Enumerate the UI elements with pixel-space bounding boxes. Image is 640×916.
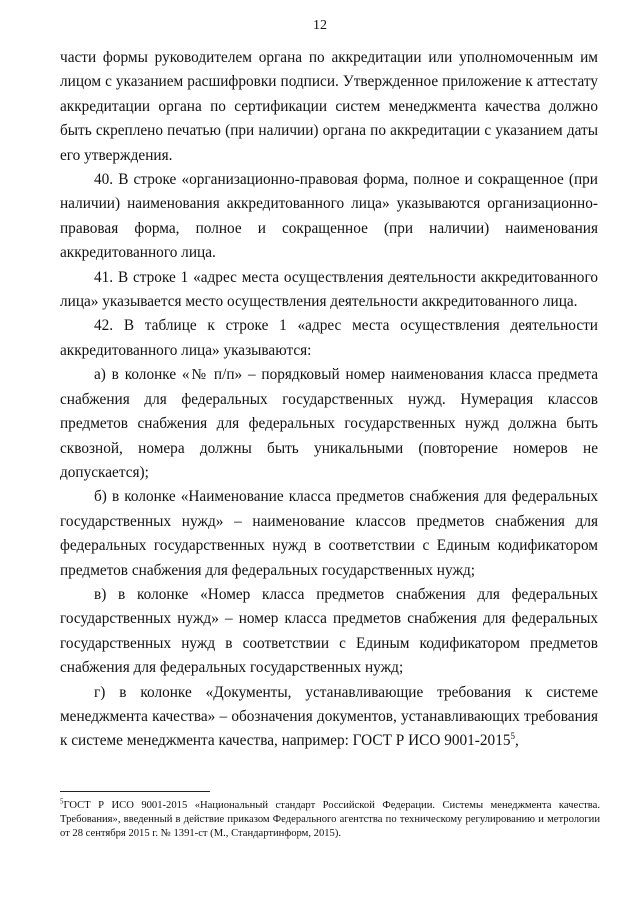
page-number: 12: [313, 18, 327, 33]
paragraph-subitem-g-text: г) в колонке «Документы, устанавливающие требования к системе менеджмента качества» – обозначения документов, устанавливающих требования к системе менеджмента качества, например: ГОСТ Р ИСО 9001-2015: [60, 683, 598, 750]
document-body: [60, 46, 598, 754]
footnote: [60, 799, 600, 841]
paragraph-subitem-a: а) в колонке «№ п/п» – порядковый номер наименования класса предмета снабжения для федеральных государственных нужд. Нумерация классов предметов снабжения для федеральных государственных нужд должна быть сквозной, номера должны быть уникальными (повторение номеров не допускается);: [60, 366, 598, 481]
paragraph-subitem-g-tail: ,: [515, 732, 519, 750]
paragraph-subitem-b: б) в колонке «Наименование класса предметов снабжения для федеральных государственных нужд» – наименование классов предметов снабжения для федеральных государственных нужд в соответствии с Единым кодификатором предметов снабжения для федеральных государственных нужд;: [60, 488, 598, 579]
paragraph-subitem-g: [60, 681, 598, 754]
paragraph-item-42: 42. В таблице к строке 1 «адрес места осуществления деятельности аккредитованного лица» указываются:: [60, 317, 598, 359]
footnote-mark: 5: [60, 797, 64, 806]
paragraph-subitem-v: в) в колонке «Номер класса предметов снабжения для федеральных государственных нужд» – номер класса предметов снабжения для федеральных государственных нужд в соответствии с Единым кодификатором предметов снабжения для федеральных государственных нужд;: [60, 585, 598, 677]
paragraph-item-40: 40. В строке «организационно-правовая форма, полное и сокращенное (при наличии) наименования аккредитованного лица» указываются организационно-правовая форма, полное и сокращенное (при наличии) наименования аккредитованного лица.: [60, 171, 598, 262]
footnote-reference: 5: [510, 731, 515, 742]
footnote-text: ГОСТ Р ИСО 9001-2015 «Национальный стандарт Российской Федерации. Системы менеджмента качества. Требования», введенный в действие приказом Федерального агентства по техническому регулированию и метрологии от 28 сентября 2015 г. № 1391-ст (М., Стандартинформ, 2015).: [60, 800, 600, 839]
paragraph-continuation: части формы руководителем органа по аккредитации или уполномоченным им лицом с указанием расшифровки подписи. Утвержденное приложение к аттестату аккредитации органа по сертификации систем менеджмента качества должно быть скреплено печатью (при наличии) органа по аккредитации с указанием даты его утверждения.: [60, 49, 598, 164]
footnote-separator: [60, 791, 210, 792]
paragraph-item-41: 41. В строке 1 «адрес места осуществления деятельности аккредитованного лица» указывается место осуществления деятельности аккредитованного лица.: [60, 268, 598, 311]
